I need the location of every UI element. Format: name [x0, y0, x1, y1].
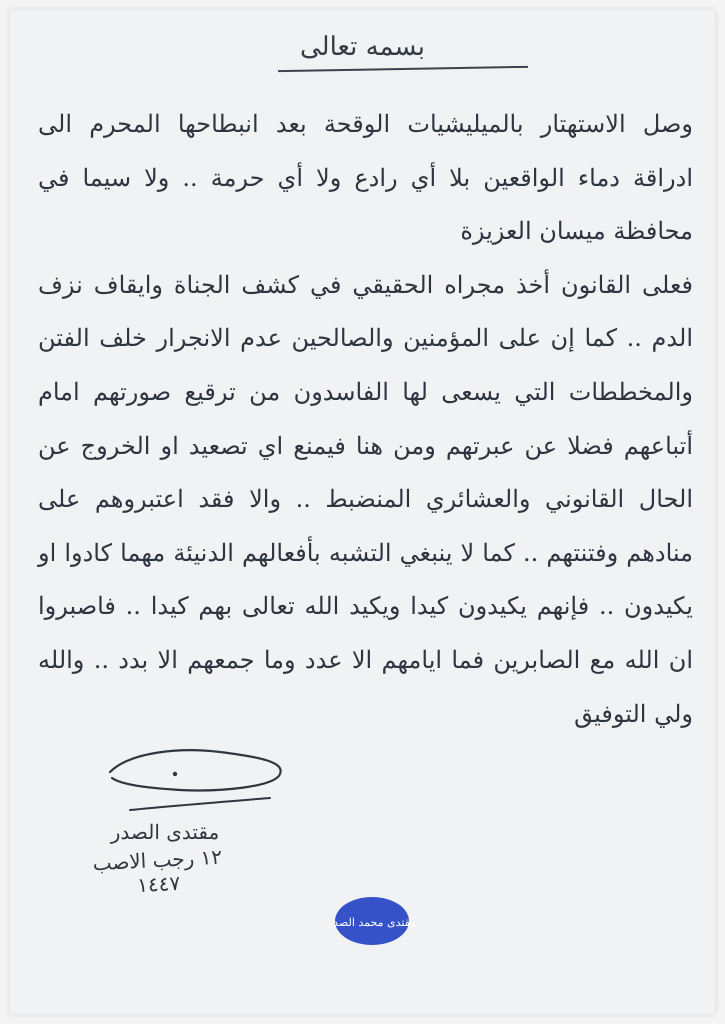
paragraph-2: فعلى القانون أخذ مجراه الحقيقي في كشف الجناة وايقاف نزف الدم .. كما إن على المؤمنين والصالحين عدم الانجرار خلف الفتن والمخططات التي يسعى لها الفاسدون من ترقيع صورتهم امام أتباعهم فضلا عن عبرتهم ومن هنا فيمنع اي تصعيد او الخروج عن الحال القانوني والعشائري المنضبط .. والا فقد اعتبروهم على منادهم وفتنتهم .. كما لا ينبغي التشبه بأفعالهم الدنيئة مهما كادوا او يكيدون .. فإنهم يكيدون كيدا ويكيد الله تعالى بهم كيدا .. فاصبروا ان الله مع الصابرين فما ايامهم الا عدد وما جمعهم الا بدد .. والله ولي التوفيق — [38, 270, 693, 728]
letter-heading: بسمه تعالى — [300, 32, 425, 62]
signatory-name: مقتدى الصدر — [110, 820, 220, 844]
signature-date: ١٢ رجب الاصب ١٤٤٧ — [92, 844, 223, 898]
letter-sheet — [10, 10, 715, 1014]
stamp-text: مقتدى محمد الصدر — [327, 916, 417, 929]
official-stamp — [327, 895, 417, 947]
handwritten-signature — [100, 732, 300, 817]
heading-underline — [278, 66, 528, 72]
letter-body — [38, 98, 693, 741]
paragraph-1: وصل الاستهتار بالميليشيات الوقحة بعد انبطاحها المحرم الى ادراقة دماء الواقعين بلا أي رادع ولا أي حرمة .. ولا سيما في محافظة ميسان العزيزة — [38, 110, 693, 246]
